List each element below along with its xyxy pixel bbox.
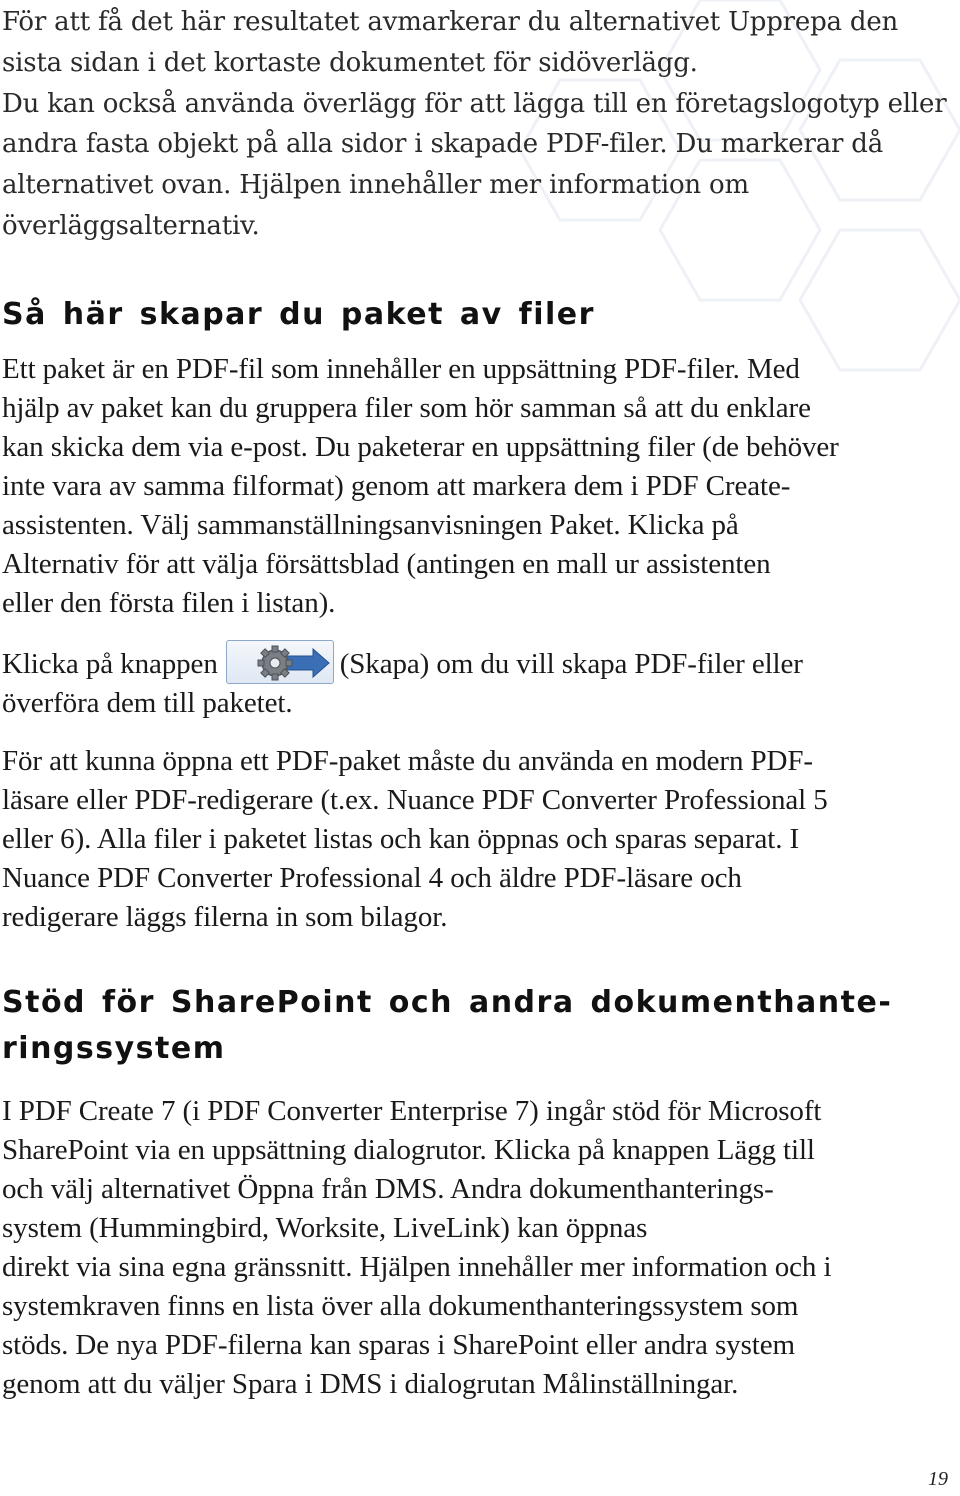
sharepoint-paragraph (2, 1092, 954, 1404)
section-heading-sharepoint (2, 980, 892, 1072)
package-p1-line-5: assistenten. Välj sammanställningsanvisningen Paket. Klicka på (2, 509, 739, 541)
package-p2-line-2: överföra dem till paketet. (2, 687, 293, 720)
intro-line-2: sista sidan i det kortaste dokumentet för sidöverlägg. (2, 47, 698, 78)
section-heading-package: Så här skapar du paket av filer (2, 297, 595, 332)
intro-paragraph (2, 2, 954, 247)
intro-line-4: andra fasta objekt på alla sidor i skapade PDF-filer. Du markerar då (2, 129, 884, 160)
package-paragraph-3 (2, 742, 954, 937)
sharepoint-line-3: och välj alternativet Öppna från DMS. Andra dokumenthanterings- (2, 1173, 774, 1205)
package-p1-line-7: eller den första filen i listan). (2, 587, 336, 619)
sharepoint-line-7: stöds. De nya PDF-filerna kan sparas i SharePoint eller andra system (2, 1329, 795, 1361)
create-button-image (226, 640, 334, 684)
package-paragraph-1 (2, 350, 954, 623)
package-p3-line-3: eller 6). Alla filer i paketet listas och kan öppnas och sparas separat. I (2, 823, 800, 855)
sharepoint-line-5: direkt via sina egna gränssnitt. Hjälpen innehåller mer information och i (2, 1251, 832, 1283)
intro-line-5: alternativet ovan. Hjälpen innehåller mer information om (2, 170, 749, 201)
gear-arrow-icon (227, 641, 335, 685)
package-p1-line-3: kan skicka dem via e-post. Du paketerar en uppsättning filer (de behöver (2, 431, 839, 463)
package-p3-line-2: läsare eller PDF-redigerare (t.ex. Nuance PDF Converter Professional 5 (2, 784, 828, 816)
package-p2-text-after: (Skapa) om du vill skapa PDF-filer eller (339, 648, 803, 680)
sharepoint-line-1: I PDF Create 7 (i PDF Converter Enterprise 7) ingår stöd för Microsoft (2, 1095, 822, 1127)
intro-line-3: Du kan också använda överlägg för att lägga till en företagslogotyp eller (2, 88, 947, 119)
package-p1-line-1: Ett paket är en PDF-fil som innehåller en uppsättning PDF-filer. Med (2, 353, 800, 385)
package-p3-line-1: För att kunna öppna ett PDF-paket måste du använda en modern PDF- (2, 745, 813, 777)
sharepoint-line-8: genom att du väljer Spara i DMS i dialogrutan Målinställningar. (2, 1368, 739, 1400)
sharepoint-line-2: SharePoint via en uppsättning dialogrutor. Klicka på knappen Lägg till (2, 1134, 815, 1166)
package-p3-line-5: redigerare läggs filerna in som bilagor. (2, 901, 448, 933)
sharepoint-heading-line-2: ringssystem (2, 1031, 226, 1066)
package-p2-text-before: Klicka på knappen (2, 648, 218, 680)
page-number: 19 (928, 1468, 948, 1490)
package-p3-line-4: Nuance PDF Converter Professional 4 och äldre PDF-läsare och (2, 862, 742, 894)
sharepoint-line-4: system (Hummingbird, Worksite, LiveLink) kan öppnas (2, 1212, 648, 1244)
sharepoint-heading-line-1: Stöd för SharePoint och andra dokumenthante- (2, 985, 893, 1020)
sharepoint-line-6: systemkraven finns en lista över alla dokumenthanteringssystem som (2, 1290, 799, 1322)
package-p1-line-6: Alternativ för att välja försättsblad (antingen en mall ur assistenten (2, 548, 771, 580)
package-p1-line-4: inte vara av samma filformat) genom att markera dem i PDF Create- (2, 470, 791, 502)
intro-line-6: överläggsalternativ. (2, 210, 260, 241)
package-paragraph-2 (2, 645, 954, 723)
package-p1-line-2: hjälp av paket kan du gruppera filer som hör samman så att du enklare (2, 392, 811, 424)
intro-line-1: För att få det här resultatet avmarkerar du alternativet Upprepa den (2, 7, 899, 37)
